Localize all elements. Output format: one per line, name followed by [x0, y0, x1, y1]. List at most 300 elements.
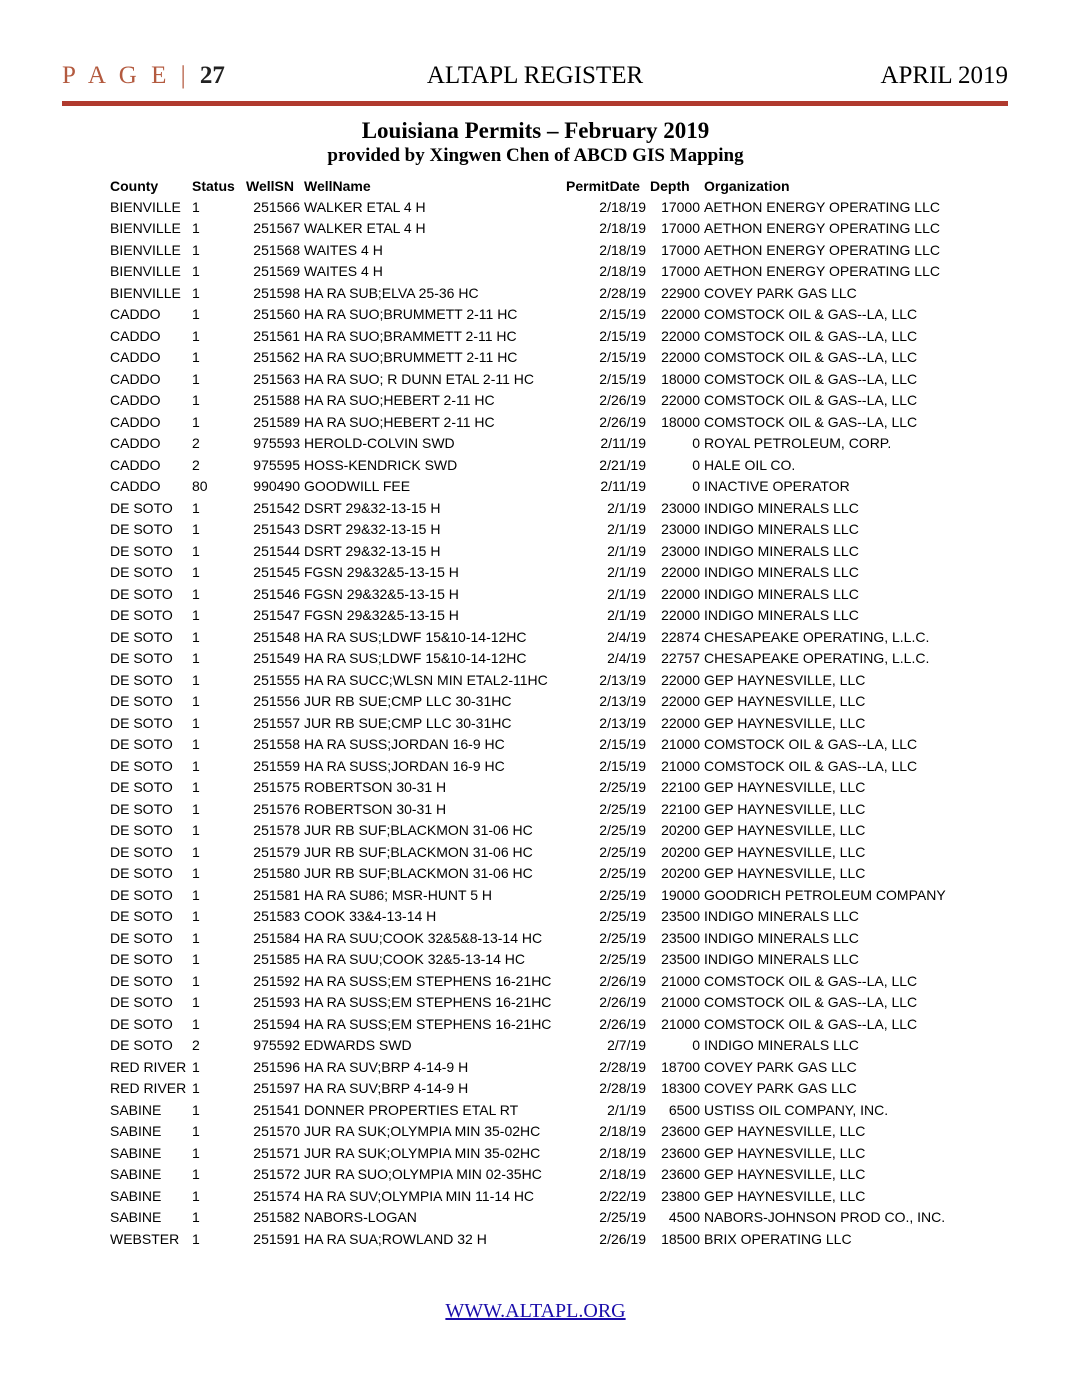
cell-status: 1	[192, 779, 200, 796]
cell-wellname: GOODWILL FEE	[304, 478, 411, 495]
cell-wellsn: 251569	[253, 263, 300, 280]
cell-status: 1	[192, 843, 200, 860]
cell-county: CADDO	[110, 327, 161, 344]
cell-wellname: JUR RA SUK;OLYMPIA MIN 35-02HC	[304, 1123, 541, 1140]
cell-depth: 19000	[661, 886, 700, 903]
cell-wellsn: 251541	[253, 1101, 300, 1118]
table-row	[108, 777, 956, 799]
cell-county: DE SOTO	[110, 1037, 173, 1054]
cell-status: 1	[192, 327, 200, 344]
cell-wellsn: 251574	[253, 1187, 300, 1204]
cell-county: CADDO	[110, 349, 161, 366]
cell-status: 1	[192, 1144, 200, 1161]
table-row	[108, 863, 956, 885]
cell-wellsn: 251563	[253, 370, 300, 387]
table-body	[108, 196, 956, 1250]
cell-wellsn: 251556	[253, 693, 300, 710]
cell-permitdate: 2/13/19	[599, 714, 646, 731]
cell-wellsn: 251589	[253, 413, 300, 430]
cell-status: 2	[192, 456, 200, 473]
cell-depth: 17000	[661, 220, 700, 237]
cell-county: SABINE	[110, 1166, 162, 1183]
cell-county: CADDO	[110, 456, 161, 473]
issue-date: APRIL 2019	[880, 62, 1008, 89]
cell-permitdate: 2/22/19	[599, 1187, 646, 1204]
cell-organization: GEP HAYNESVILLE, LLC	[704, 714, 866, 731]
cell-organization: AETHON ENERGY OPERATING LLC	[704, 263, 940, 280]
cell-wellsn: 251579	[253, 843, 300, 860]
cell-depth: 22757	[661, 650, 700, 667]
cell-county: DE SOTO	[110, 607, 173, 624]
cell-organization: COMSTOCK OIL & GAS--LA, LLC	[704, 349, 918, 366]
cell-depth: 23600	[661, 1166, 700, 1183]
cell-wellname: HA RA SUO; R DUNN ETAL 2-11 HC	[304, 370, 535, 387]
cell-organization: INDIGO MINERALS LLC	[704, 521, 859, 538]
cell-wellname: HA RA SUS;LDWF 15&10-14-12HC	[304, 650, 527, 667]
cell-permitdate: 2/18/19	[599, 1144, 646, 1161]
website-link[interactable]: WWW.ALTAPL.ORG	[445, 1300, 626, 1322]
cell-permitdate: 2/1/19	[607, 499, 646, 516]
table-row	[108, 1121, 956, 1143]
cell-permitdate: 2/26/19	[599, 1230, 646, 1247]
cell-county: WEBSTER	[110, 1230, 180, 1247]
table-row	[108, 282, 956, 304]
table-row	[108, 884, 956, 906]
cell-county: DE SOTO	[110, 650, 173, 667]
cell-wellname: HA RA SUSS;JORDAN 16-9 HC	[304, 736, 505, 753]
cell-organization: COMSTOCK OIL & GAS--LA, LLC	[704, 413, 918, 430]
cell-status: 1	[192, 994, 200, 1011]
cell-wellname: HA RA SUO;HEBERT 2-11 HC	[304, 392, 495, 409]
cell-wellsn: 251585	[253, 951, 300, 968]
cell-county: DE SOTO	[110, 994, 173, 1011]
cell-wellsn: 251597	[253, 1080, 300, 1097]
cell-depth: 23600	[661, 1144, 700, 1161]
cell-wellsn: 251567	[253, 220, 300, 237]
table-row	[108, 1228, 956, 1250]
cell-wellname: HEROLD-COLVIN SWD	[304, 435, 455, 452]
table-row	[108, 927, 956, 949]
cell-permitdate: 2/25/19	[599, 886, 646, 903]
cell-wellname: DONNER PROPERTIES ETAL RT	[304, 1101, 519, 1118]
cell-county: SABINE	[110, 1209, 162, 1226]
cell-county: DE SOTO	[110, 542, 173, 559]
cell-organization: INDIGO MINERALS LLC	[704, 564, 859, 581]
cell-status: 1	[192, 306, 200, 323]
cell-permitdate: 2/25/19	[599, 929, 646, 946]
cell-permitdate: 2/4/19	[607, 650, 646, 667]
cell-status: 1	[192, 972, 200, 989]
table-row	[108, 712, 956, 734]
cell-county: DE SOTO	[110, 779, 173, 796]
cell-county: CADDO	[110, 435, 161, 452]
column-header-status: Status	[192, 177, 235, 194]
cell-organization: COVEY PARK GAS LLC	[704, 1058, 857, 1075]
cell-county: CADDO	[110, 370, 161, 387]
cell-wellsn: 251543	[253, 521, 300, 538]
cell-depth: 22000	[661, 585, 700, 602]
page-number: 27	[199, 62, 225, 89]
cell-status: 1	[192, 714, 200, 731]
cell-status: 1	[192, 220, 200, 237]
cell-county: CADDO	[110, 478, 161, 495]
cell-wellsn: 251591	[253, 1230, 300, 1247]
cell-wellname: HA RA SUS;LDWF 15&10-14-12HC	[304, 628, 527, 645]
cell-status: 1	[192, 1166, 200, 1183]
page-footer	[0, 1300, 1071, 1323]
cell-permitdate: 2/26/19	[599, 392, 646, 409]
cell-organization: COMSTOCK OIL & GAS--LA, LLC	[704, 392, 918, 409]
cell-depth: 22000	[661, 392, 700, 409]
table-row	[108, 841, 956, 863]
cell-organization: INDIGO MINERALS LLC	[704, 908, 859, 925]
cell-wellsn: 251596	[253, 1058, 300, 1075]
cell-permitdate: 2/26/19	[599, 1015, 646, 1032]
cell-status: 1	[192, 865, 200, 882]
cell-organization: GEP HAYNESVILLE, LLC	[704, 1123, 866, 1140]
cell-permitdate: 2/18/19	[599, 241, 646, 258]
cell-wellname: HA RA SUSS;EM STEPHENS 16-21HC	[304, 994, 552, 1011]
cell-wellsn: 251572	[253, 1166, 300, 1183]
cell-organization: INDIGO MINERALS LLC	[704, 499, 859, 516]
cell-organization: INDIGO MINERALS LLC	[704, 542, 859, 559]
cell-depth: 22000	[661, 564, 700, 581]
cell-organization: INACTIVE OPERATOR	[704, 478, 850, 495]
table-row	[108, 304, 956, 326]
table-row	[108, 583, 956, 605]
cell-permitdate: 2/18/19	[599, 1166, 646, 1183]
cell-wellsn: 251581	[253, 886, 300, 903]
cell-wellsn: 251544	[253, 542, 300, 559]
cell-organization: NABORS-JOHNSON PROD CO., INC.	[704, 1209, 946, 1226]
table-row	[108, 648, 956, 670]
publication-title: ALTAPL REGISTER	[426, 62, 644, 89]
cell-permitdate: 2/15/19	[599, 736, 646, 753]
cell-status: 1	[192, 822, 200, 839]
cell-wellname: FGSN 29&32&5-13-15 H	[304, 564, 459, 581]
cell-organization: GEP HAYNESVILLE, LLC	[704, 693, 866, 710]
table-row	[108, 196, 956, 218]
table-row	[108, 519, 956, 541]
cell-permitdate: 2/1/19	[607, 607, 646, 624]
cell-wellname: JUR RB SUE;CMP LLC 30-31HC	[304, 693, 512, 710]
table-row	[108, 734, 956, 756]
cell-wellname: HA RA SUB;ELVA 25-36 HC	[304, 284, 479, 301]
cell-status: 1	[192, 693, 200, 710]
cell-county: DE SOTO	[110, 499, 173, 516]
cell-wellsn: 990490	[253, 478, 300, 495]
cell-depth: 22900	[661, 284, 700, 301]
cell-permitdate: 2/26/19	[599, 413, 646, 430]
table-row	[108, 1078, 956, 1100]
cell-depth: 17000	[661, 263, 700, 280]
cell-organization: COMSTOCK OIL & GAS--LA, LLC	[704, 994, 918, 1011]
cell-depth: 21000	[661, 757, 700, 774]
cell-depth: 0	[692, 456, 700, 473]
cell-depth: 6500	[668, 1101, 700, 1118]
table-row	[108, 1099, 956, 1121]
cell-wellname: HA RA SUCC;WLSN MIN ETAL2-11HC	[304, 671, 548, 688]
cell-organization: COMSTOCK OIL & GAS--LA, LLC	[704, 306, 918, 323]
cell-county: SABINE	[110, 1101, 162, 1118]
cell-wellname: DSRT 29&32-13-15 H	[304, 499, 441, 516]
cell-wellname: HA RA SUV;BRP 4-14-9 H	[304, 1058, 469, 1075]
cell-wellsn: 251568	[253, 241, 300, 258]
cell-status: 1	[192, 392, 200, 409]
cell-depth: 22000	[661, 306, 700, 323]
cell-wellname: DSRT 29&32-13-15 H	[304, 542, 441, 559]
table-row	[108, 949, 956, 971]
cell-depth: 20200	[661, 822, 700, 839]
cell-county: SABINE	[110, 1187, 162, 1204]
cell-permitdate: 2/25/19	[599, 1209, 646, 1226]
cell-status: 1	[192, 886, 200, 903]
cell-status: 1	[192, 1058, 200, 1075]
cell-wellsn: 975595	[253, 456, 300, 473]
table-row	[108, 1056, 956, 1078]
table-row	[108, 691, 956, 713]
column-header-county: County	[110, 177, 159, 194]
cell-wellname: ROBERTSON 30-31 H	[304, 800, 447, 817]
cell-permitdate: 2/25/19	[599, 865, 646, 882]
cell-permitdate: 2/25/19	[599, 908, 646, 925]
cell-depth: 21000	[661, 994, 700, 1011]
cell-organization: COMSTOCK OIL & GAS--LA, LLC	[704, 972, 918, 989]
cell-permitdate: 2/26/19	[599, 994, 646, 1011]
cell-depth: 23500	[661, 951, 700, 968]
cell-wellsn: 251566	[253, 198, 300, 215]
cell-wellsn: 251592	[253, 972, 300, 989]
cell-status: 1	[192, 1209, 200, 1226]
cell-wellsn: 251588	[253, 392, 300, 409]
cell-status: 1	[192, 349, 200, 366]
table-row	[108, 390, 956, 412]
cell-status: 1	[192, 263, 200, 280]
table-row	[108, 325, 956, 347]
cell-depth: 18000	[661, 413, 700, 430]
cell-wellname: COOK 33&4-13-14 H	[304, 908, 437, 925]
cell-organization: GOODRICH PETROLEUM COMPANY	[704, 886, 946, 903]
cell-status: 2	[192, 1037, 200, 1054]
cell-wellname: HOSS-KENDRICK SWD	[304, 456, 458, 473]
table-row	[108, 992, 956, 1014]
cell-wellname: HA RA SUU;COOK 32&5&8-13-14 HC	[304, 929, 543, 946]
cell-wellsn: 251594	[253, 1015, 300, 1032]
table-row	[108, 755, 956, 777]
cell-organization: COMSTOCK OIL & GAS--LA, LLC	[704, 370, 918, 387]
cell-wellname: DSRT 29&32-13-15 H	[304, 521, 441, 538]
cell-depth: 22100	[661, 779, 700, 796]
cell-depth: 18300	[661, 1080, 700, 1097]
cell-wellname: WAITES 4 H	[304, 241, 383, 258]
cell-depth: 22000	[661, 607, 700, 624]
cell-permitdate: 2/18/19	[599, 220, 646, 237]
cell-permitdate: 2/13/19	[599, 671, 646, 688]
cell-permitdate: 2/4/19	[607, 628, 646, 645]
cell-permitdate: 2/15/19	[599, 327, 646, 344]
cell-wellsn: 251580	[253, 865, 300, 882]
cell-county: DE SOTO	[110, 585, 173, 602]
cell-depth: 18000	[661, 370, 700, 387]
cell-depth: 23500	[661, 929, 700, 946]
cell-county: DE SOTO	[110, 564, 173, 581]
cell-organization: GEP HAYNESVILLE, LLC	[704, 1166, 866, 1183]
page-header	[62, 62, 1008, 98]
cell-permitdate: 2/25/19	[599, 951, 646, 968]
cell-organization: GEP HAYNESVILLE, LLC	[704, 671, 866, 688]
cell-wellsn: 251578	[253, 822, 300, 839]
cell-wellname: HA RA SUV;BRP 4-14-9 H	[304, 1080, 469, 1097]
cell-organization: GEP HAYNESVILLE, LLC	[704, 865, 866, 882]
cell-wellname: HA RA SUO;BRUMMETT 2-11 HC	[304, 306, 518, 323]
cell-county: DE SOTO	[110, 693, 173, 710]
cell-wellname: HA RA SUSS;EM STEPHENS 16-21HC	[304, 1015, 552, 1032]
cell-county: DE SOTO	[110, 736, 173, 753]
cell-depth: 20200	[661, 843, 700, 860]
cell-permitdate: 2/25/19	[599, 800, 646, 817]
permits-table	[108, 175, 956, 1250]
cell-wellsn: 251598	[253, 284, 300, 301]
cell-wellname: FGSN 29&32&5-13-15 H	[304, 607, 459, 624]
cell-status: 1	[192, 370, 200, 387]
cell-organization: USTISS OIL COMPANY, INC.	[704, 1101, 889, 1118]
cell-organization: ROYAL PETROLEUM, CORP.	[704, 435, 892, 452]
cell-status: 1	[192, 908, 200, 925]
table-row	[108, 669, 956, 691]
cell-depth: 22100	[661, 800, 700, 817]
cell-organization: COMSTOCK OIL & GAS--LA, LLC	[704, 736, 918, 753]
column-header-organization: Organization	[704, 177, 790, 194]
cell-depth: 18500	[661, 1230, 700, 1247]
cell-permitdate: 2/18/19	[599, 263, 646, 280]
cell-permitdate: 2/7/19	[607, 1037, 646, 1054]
cell-depth: 22000	[661, 327, 700, 344]
cell-wellname: WALKER ETAL 4 H	[304, 220, 426, 237]
table-row	[108, 1035, 956, 1057]
cell-permitdate: 2/15/19	[599, 757, 646, 774]
cell-organization: GEP HAYNESVILLE, LLC	[704, 779, 866, 796]
cell-status: 1	[192, 650, 200, 667]
cell-status: 1	[192, 800, 200, 817]
cell-organization: BRIX OPERATING LLC	[704, 1230, 852, 1247]
cell-wellsn: 251547	[253, 607, 300, 624]
table-row	[108, 218, 956, 240]
table-row	[108, 476, 956, 498]
cell-depth: 22000	[661, 671, 700, 688]
cell-status: 1	[192, 951, 200, 968]
cell-wellname: HA RA SUV;OLYMPIA MIN 11-14 HC	[304, 1187, 535, 1204]
cell-organization: COMSTOCK OIL & GAS--LA, LLC	[704, 327, 918, 344]
cell-county: DE SOTO	[110, 800, 173, 817]
cell-wellsn: 251576	[253, 800, 300, 817]
cell-depth: 23500	[661, 908, 700, 925]
table-row	[108, 1164, 956, 1186]
cell-wellsn: 251561	[253, 327, 300, 344]
cell-county: DE SOTO	[110, 822, 173, 839]
table-row	[108, 433, 956, 455]
table-row	[108, 239, 956, 261]
cell-depth: 23000	[661, 521, 700, 538]
cell-county: BIENVILLE	[110, 241, 181, 258]
cell-status: 1	[192, 241, 200, 258]
cell-county: DE SOTO	[110, 865, 173, 882]
cell-permitdate: 2/25/19	[599, 843, 646, 860]
cell-status: 1	[192, 198, 200, 215]
cell-depth: 21000	[661, 972, 700, 989]
cell-status: 1	[192, 585, 200, 602]
table-row	[108, 605, 956, 627]
cell-permitdate: 2/28/19	[599, 1058, 646, 1075]
cell-wellsn: 251570	[253, 1123, 300, 1140]
cell-depth: 0	[692, 478, 700, 495]
cell-organization: GEP HAYNESVILLE, LLC	[704, 1187, 866, 1204]
cell-wellname: WAITES 4 H	[304, 263, 383, 280]
table-row	[108, 368, 956, 390]
cell-status: 1	[192, 413, 200, 430]
cell-permitdate: 2/26/19	[599, 972, 646, 989]
cell-permitdate: 2/13/19	[599, 693, 646, 710]
cell-county: RED RIVER	[110, 1058, 187, 1075]
cell-wellname: JUR RB SUF;BLACKMON 31-06 HC	[304, 865, 533, 882]
cell-permitdate: 2/28/19	[599, 1080, 646, 1097]
table-row	[108, 562, 956, 584]
cell-permitdate: 2/28/19	[599, 284, 646, 301]
column-header-permitdate: PermitDate	[566, 177, 640, 194]
cell-status: 1	[192, 284, 200, 301]
cell-permitdate: 2/15/19	[599, 370, 646, 387]
cell-organization: COMSTOCK OIL & GAS--LA, LLC	[704, 1015, 918, 1032]
cell-permitdate: 2/1/19	[607, 521, 646, 538]
cell-wellname: JUR RB SUE;CMP LLC 30-31HC	[304, 714, 512, 731]
cell-wellsn: 975592	[253, 1037, 300, 1054]
table-row	[108, 347, 956, 369]
cell-organization: AETHON ENERGY OPERATING LLC	[704, 198, 940, 215]
cell-depth: 23000	[661, 499, 700, 516]
table-row	[108, 1013, 956, 1035]
cell-permitdate: 2/11/19	[600, 478, 646, 495]
cell-county: DE SOTO	[110, 972, 173, 989]
cell-status: 1	[192, 628, 200, 645]
cell-depth: 21000	[661, 1015, 700, 1032]
cell-county: BIENVILLE	[110, 220, 181, 237]
cell-status: 80	[192, 478, 208, 495]
cell-organization: COVEY PARK GAS LLC	[704, 284, 857, 301]
cell-permitdate: 2/1/19	[607, 585, 646, 602]
cell-depth: 17000	[661, 241, 700, 258]
cell-county: CADDO	[110, 413, 161, 430]
cell-wellsn: 251582	[253, 1209, 300, 1226]
cell-organization: AETHON ENERGY OPERATING LLC	[704, 241, 940, 258]
cell-permitdate: 2/1/19	[607, 542, 646, 559]
cell-wellsn: 251545	[253, 564, 300, 581]
cell-status: 1	[192, 564, 200, 581]
cell-status: 1	[192, 671, 200, 688]
table-header-row	[108, 175, 956, 196]
cell-status: 1	[192, 1123, 200, 1140]
cell-wellname: HA RA SUSS;JORDAN 16-9 HC	[304, 757, 505, 774]
cell-wellsn: 251542	[253, 499, 300, 516]
cell-county: DE SOTO	[110, 1015, 173, 1032]
cell-wellname: ROBERTSON 30-31 H	[304, 779, 447, 796]
cell-county: CADDO	[110, 306, 161, 323]
cell-wellname: JUR RA SUO;OLYMPIA MIN 02-35HC	[304, 1166, 542, 1183]
cell-status: 2	[192, 435, 200, 452]
cell-county: SABINE	[110, 1123, 162, 1140]
cell-permitdate: 2/18/19	[599, 1123, 646, 1140]
cell-organization: INDIGO MINERALS LLC	[704, 607, 859, 624]
cell-wellsn: 251546	[253, 585, 300, 602]
cell-depth: 0	[692, 435, 700, 452]
